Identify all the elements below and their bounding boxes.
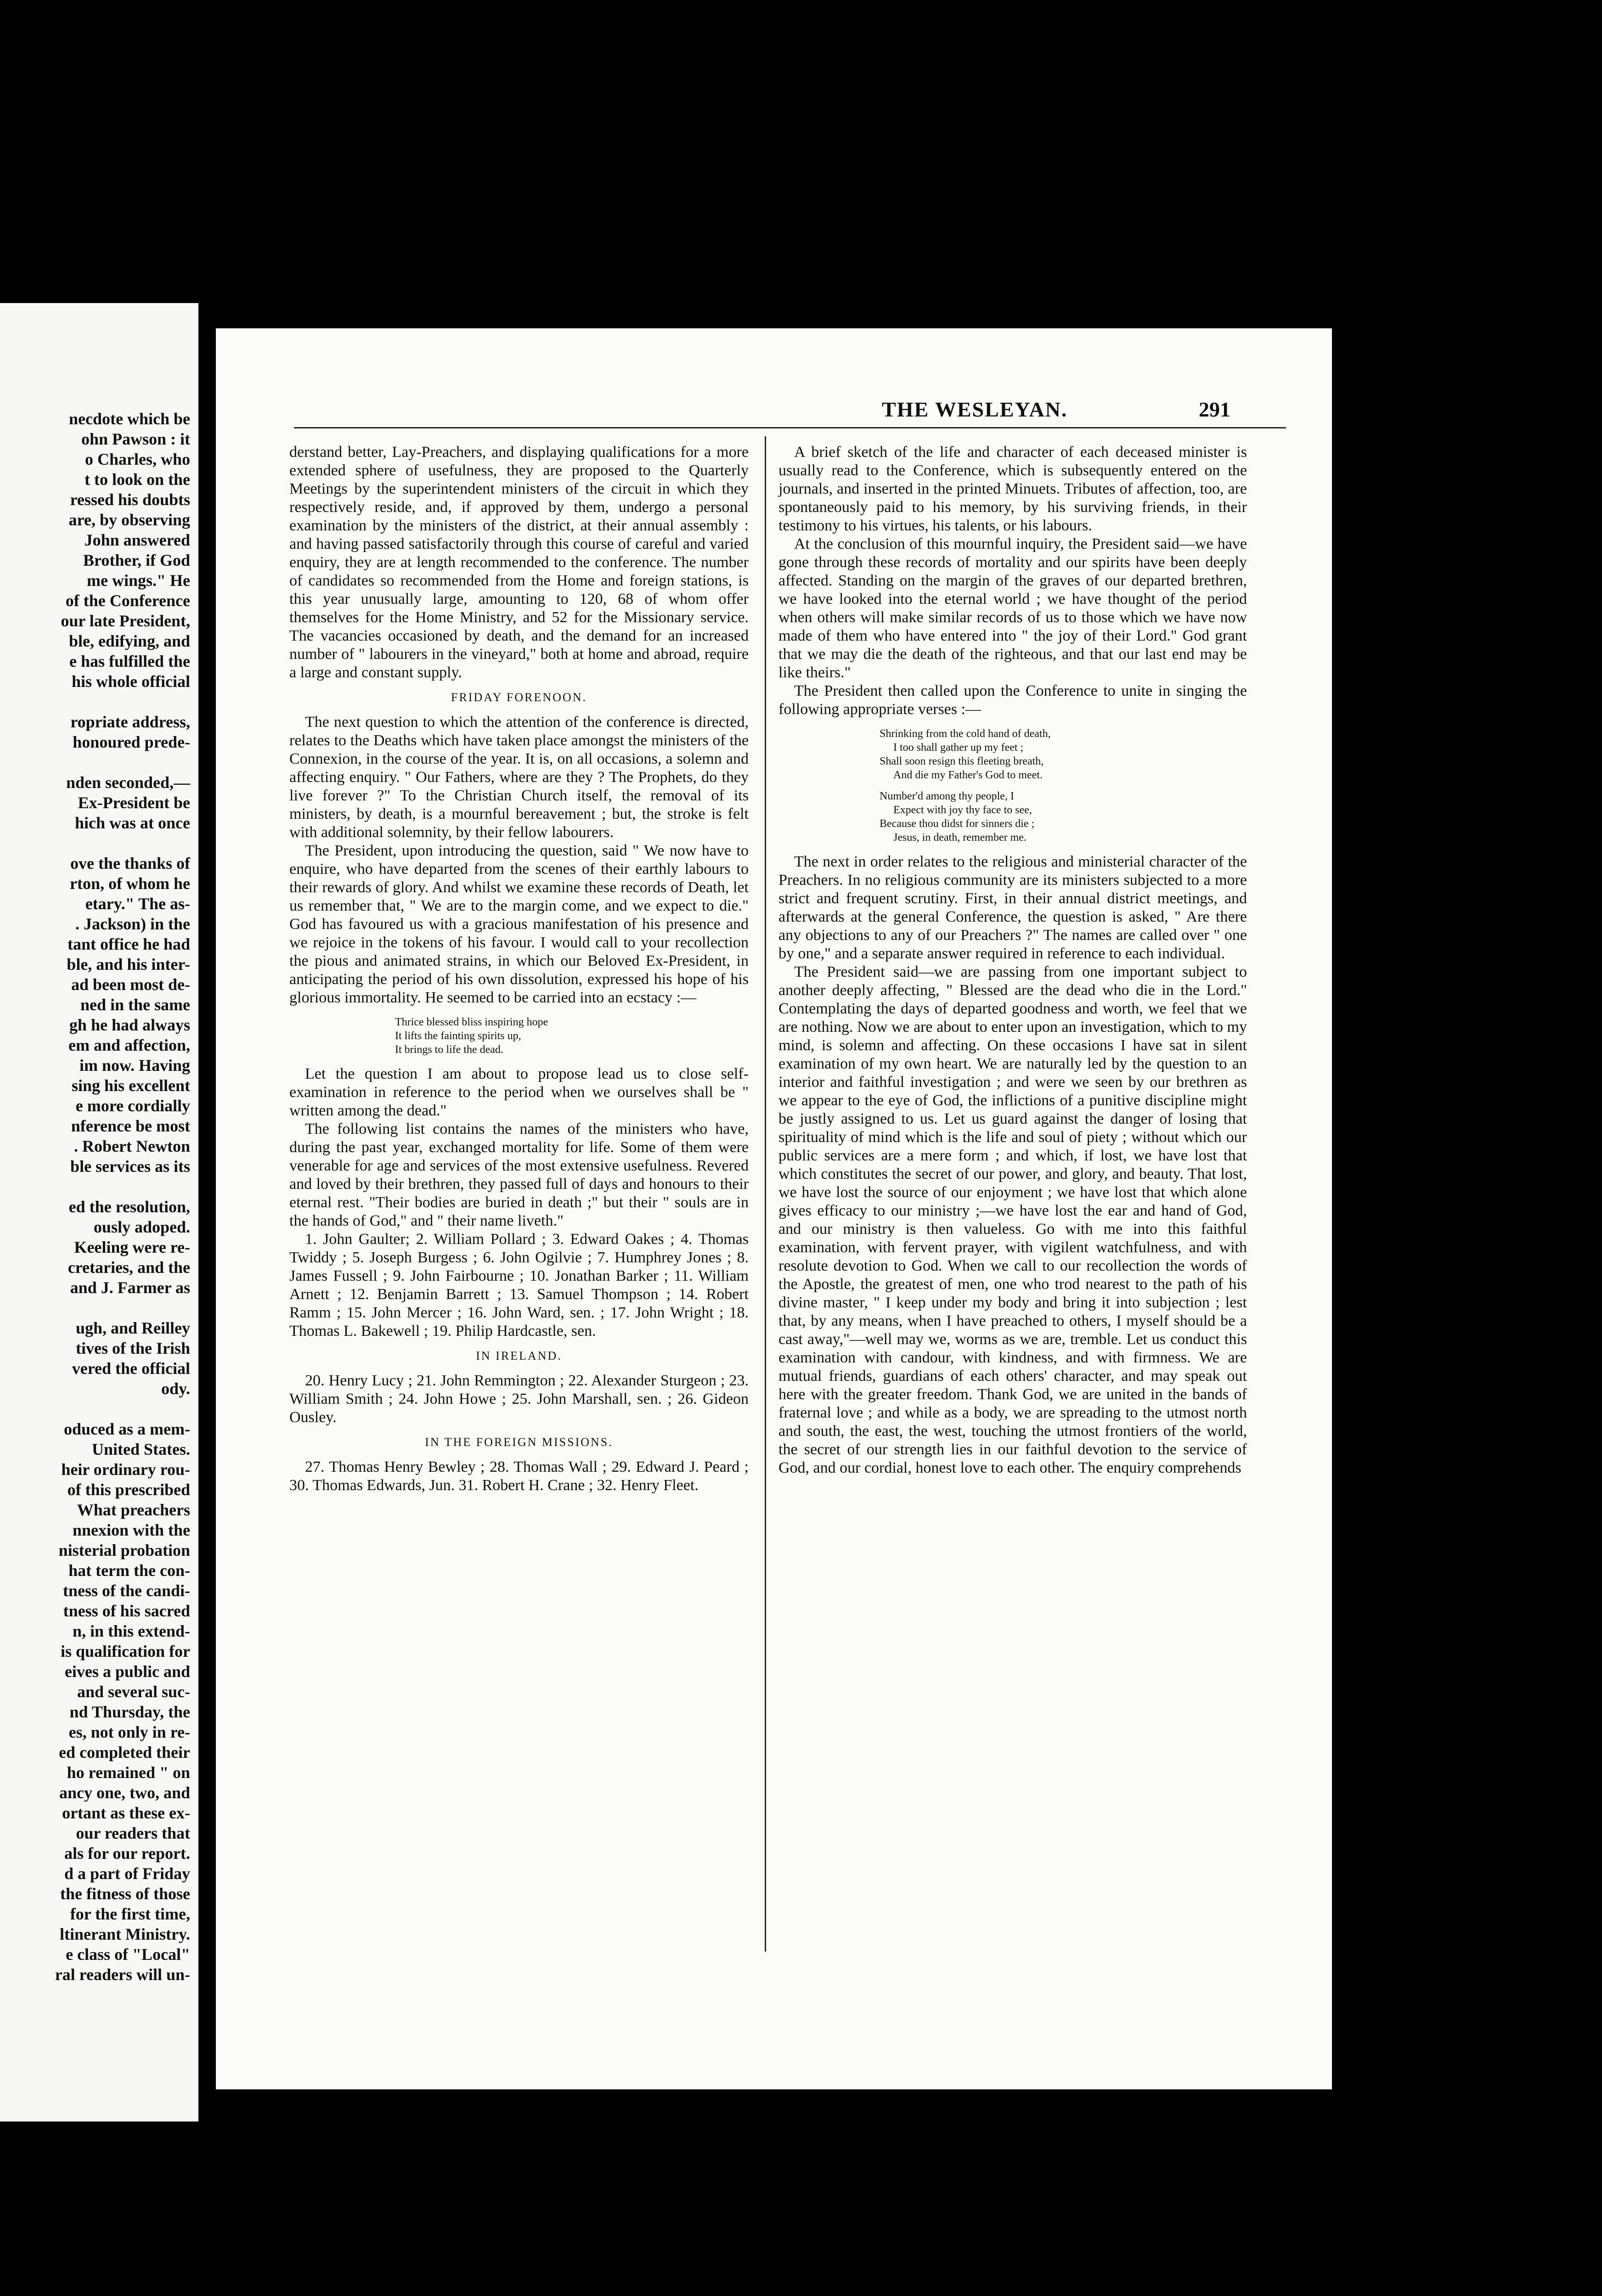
fragment-line: oduced as a mem- <box>64 1420 190 1438</box>
verse-line: I too shall gather up my feet ; <box>893 742 1024 754</box>
column-divider <box>765 436 766 1952</box>
header-rule <box>294 427 1286 428</box>
fragment-line: im now. Having <box>79 1056 190 1075</box>
fragment-line: ed completed their <box>59 1743 190 1761</box>
fragment-line: sing his excellent <box>72 1076 190 1095</box>
fragment-line: hich was at once <box>75 814 190 832</box>
fragment-line: ho remained " on <box>67 1763 190 1782</box>
fragment-line: tives of the Irish <box>76 1339 190 1357</box>
fragment-line: and J. Farmer as <box>70 1278 190 1297</box>
fragment-line: his whole official <box>72 672 190 691</box>
fragment-line: cretaries, and the <box>68 1258 190 1277</box>
fragment-line: is qualification for <box>60 1642 190 1660</box>
fragment-line: honoured prede- <box>73 733 190 751</box>
fragment-line: nference be most <box>71 1117 190 1135</box>
paragraph: The next question to which the attention of the conference is directed, relates to the Deaths which have taken place amongst the ministers of the Connexion, in the course of the year. It is, on all occasions, a solemn and affecting enquiry. " Our Fathers, where are they ? The Prophets, do they live forever ?" To the Christian Church itself, the removal of its ministers, by death, is a mournful bereavement ; but, the stroke is felt with additional solemnity, by their fellow labourers. <box>289 714 749 841</box>
fragment-line: ed the resolution, <box>68 1198 190 1216</box>
fragment-line: . Robert Newton <box>74 1137 190 1155</box>
fragment-line: ltinerant Ministry. <box>60 1925 190 1943</box>
fragment-line: What preachers <box>77 1501 190 1519</box>
fragment-line: our readers that <box>76 1824 190 1842</box>
fragment-line: ropriate address, <box>70 713 190 731</box>
fragment-line: ressed his doubts <box>70 490 190 509</box>
fragment-line: d a part of Friday <box>64 1864 190 1883</box>
deceased-list: 1. John Gaulter; 2. William Pollard ; 3. Edward Oakes ; 4. Thomas Twiddy ; 5. Joseph Burgess ; 6. John Ogilvie ; 7. Humphrey Jones ; 8. James Fussell ; 9. John Fairbourne ; 10. Jonathan Barker ; 11. William Arnett ; 12. Benjamin Barrett ; 13. Samuel Thompson ; 14. Robert Ramm ; 15. John Mercer ; 16. John Ward, sen. ; 17. John Wright ; 18. Thomas L. Bakewell ; 19. Philip Hardcastle, sen. <box>289 1231 749 1339</box>
verse-line: Number'd among thy people, I <box>880 790 1014 802</box>
fragment-line: Brother, if God <box>83 551 190 569</box>
section-heading: IN IRELAND. <box>476 1349 562 1362</box>
fragment-line: ove the thanks of <box>70 854 190 872</box>
fragment-line: United States. <box>92 1440 190 1458</box>
fragment-line: ral readers will un- <box>55 1965 190 1984</box>
deceased-list: 27. Thomas Henry Bewley ; 28. Thomas Wall ; 29. Edward J. Peard ; 30. Thomas Edwards, Jun. 31. Robert H. Crane ; 32. Henry Fleet. <box>289 1458 749 1494</box>
fragment-line: tness of his sacred <box>63 1602 190 1620</box>
verse-line: Thrice blessed bliss inspiring hope <box>395 1016 548 1028</box>
fragment-line: the fitness of those <box>60 1885 190 1903</box>
fragment-line: e more cordially <box>75 1097 190 1115</box>
verse-line: It brings to life the dead. <box>395 1044 503 1056</box>
fragment-line: nden seconded,— <box>66 773 190 792</box>
paragraph: The President then called upon the Conference to unite in singing the following appropriate verses :— <box>778 682 1247 718</box>
fragment-line: ohn Pawson : it <box>81 430 190 448</box>
fragment-line: ortant as these ex- <box>62 1804 190 1822</box>
verse-line: And die my Father's God to meet. <box>893 769 1043 781</box>
verse-line: Shall soon resign this fleeting breath, <box>880 755 1044 767</box>
fragment-line: for the first time, <box>70 1905 190 1923</box>
fragment-line: etary." The as- <box>85 895 190 913</box>
fragment-line: ancy one, two, and <box>59 1784 190 1802</box>
fragment-line: tness of the candi- <box>63 1581 190 1600</box>
fragment-line: nd Thursday, the <box>69 1703 190 1721</box>
paragraph: At the conclusion of this mournful inquiry, the President said—we have gone through these records of mortality and our spirits have been deeply affected. Standing on the margin of the graves of our departed brethren, we have looked into the eternal world ; we have thought of the period when others will make similar records of us to those which we have now made of them who have entered into " the joy of their Lord." God grant that we may die the death of the righteous, and that our last end may be like theirs." <box>778 535 1247 681</box>
fragment-line: em and affection, <box>68 1036 190 1054</box>
section-heading: IN THE FOREIGN MISSIONS. <box>425 1435 613 1449</box>
fragment-line: ned in the same <box>80 996 190 1014</box>
paragraph: derstand better, Lay-Preachers, and displaying qualifications for a more extended sphere of usefulness, they are proposed to the Quarterly Meetings by the superintendent ministers of the circuit in which they respectively reside, and, if approved by them, undergo a personal examination by the ministers of the district, at their annual assembly : and having passed satisfactorily through this course of careful and varied enquiry, they are at length recommended to the conference. The number of candidates so recommended from the Home and foreign stations, is this year unusually large, amounting to 120, 68 of whom offer themselves for the Home Ministry, and 52 for the Missionary service. The vacancies occasioned by death, and the demand for an increased number of " labourers in the vineyard," both at home and abroad, require a large and constant supply. <box>289 444 749 681</box>
fragment-line: als for our report. <box>64 1844 190 1863</box>
right-column <box>778 443 1247 1477</box>
fragment-line: n, in this extend- <box>72 1622 190 1640</box>
fragment-line: rton, of whom he <box>70 874 190 893</box>
paragraph: A brief sketch of the life and character of each deceased minister is usually read to the Conference, which is subsequently entered on the journals, and inserted in the printed Minuets. Tributes of affection, too, are spontaneously paid to his memory, by his surviving friends, in their testimony to his virtues, his talents, or his labours. <box>778 444 1247 534</box>
fragment-line: our late President, <box>61 612 190 630</box>
fragment-line: gh he had always <box>69 1016 190 1034</box>
fragment-line: hat term the con- <box>68 1561 190 1580</box>
fragment-line: t to look on the <box>84 470 190 489</box>
fragment-line: are, by observing <box>68 511 190 529</box>
fragment-line: ugh, and Reilley <box>75 1319 190 1337</box>
fragment-line: nisterial probation <box>58 1541 190 1559</box>
fragment-line: of this prescribed <box>67 1480 190 1499</box>
facing-page-fragment <box>0 303 198 2122</box>
fragment-line: and several suc- <box>77 1683 190 1701</box>
fragment-line: necdote which be <box>69 410 190 428</box>
fragment-line: me wings." He <box>87 571 190 590</box>
fragment-line: Keeling were re- <box>74 1238 190 1256</box>
fragment-line: tant office he had <box>68 935 190 953</box>
paragraph: The next in order relates to the religious and ministerial character of the Preachers. In no religious community are its ministers subjected to a more strict and frequent scrutiny. First, in their annual district meetings, and afterwards at the general Conference, the question is asked, " Are there any objections to any of our Preachers ?" The names are called over " one by one," and a separate answer required in reference to each individual. <box>778 853 1247 962</box>
fragment-line: ble, and his inter- <box>67 955 190 974</box>
verse-line: Because thou didst for sinners die ; <box>880 818 1035 830</box>
section-heading: FRIDAY FORENOON. <box>451 691 587 704</box>
verse-line: Shrinking from the cold hand of death, <box>880 728 1051 740</box>
fragment-line: es, not only in re- <box>68 1723 190 1741</box>
fragment-line: ble, edifying, and <box>68 632 190 650</box>
page-number: 291 <box>1199 398 1230 421</box>
newspaper-page <box>216 328 1332 2089</box>
left-column <box>289 443 749 1495</box>
fragment-line: ody. <box>161 1379 190 1398</box>
fragment-line: ad been most de- <box>71 975 190 994</box>
fragment-line: e has fulfilled the <box>69 652 190 670</box>
fragment-line: heir ordinary rou- <box>61 1460 190 1479</box>
hymn-verse <box>880 727 1247 844</box>
fragment-line: ble services as its <box>70 1157 190 1176</box>
fragment-line: vered the official <box>72 1359 190 1378</box>
paragraph: The following list contains the names of the ministers who have, during the past year, exchanged mortality for life. Some of them were venerable for age and services of the most extensive usefulness. Revered and loved by their brethren, they passed full of days and honours to their eternal rest. "Their bodies are buried in death ;" but their " souls are in the hands of God," and " their name liveth." <box>289 1120 749 1229</box>
paragraph: The President said—we are passing from one important subject to another deeply affecting, " Blessed are the dead who die in the Lord." Contemplating the days of departed goodness and worth, we feel that we are nothing. Now we are about to enter upon an investigation, which to my mind, is solemn and affecting. On these occasions I have sat in silent examination of my own heart. We are naturally led by the question to an interior and faithful investigation ; and were we seen by our brethren as we appear to the eye of God, the inflictions of a punitive discipline might be justly assigned to us. Let us guard against the danger of losing that spirituality of mind which is the life and soul of piety ; without which our public services are a mere form ; and which, if lost, we have lost that which constitutes the secret of our power, and glory, and beauty. That lost, we have lost the source of our enjoyment ; we have lost that which alone gives efficacy to our ministry ;—we have lost the ear and hand of God, and our ministry is then valueless. Go with me into this faithful examination, with fervent prayer, with vigilent watchfulness, and with resolute devotion to God. When we call to our recollection the words of the Apostle, the greatest of men, one who trod nearest to the path of his divine master, " I keep under my body and bring it into subjection ; lest that, by any means, when I have preached to others, I myself should be a cast away,"—well may we, worms as we are, tremble. Let us conduct this examination with candour, with kindness, and with firmness. We are mutual friends, guardians of each others' character, and may speak out here with the greater freedom. Thank God, we are united in the bands of fraternal love ; and while as a body, we are spreading to the utmost north and south, the east, the west, touching the utmost frontiers of the world, the secret of our strength lies in our faithful devotion to the service of God, and our cordial, honest love to each other. The enquiry comprehends <box>778 963 1247 1476</box>
fragment-line: e class of "Local" <box>66 1945 190 1964</box>
fragment-line: John answered <box>84 531 190 549</box>
verse-line: It lifts the fainting spirits up, <box>395 1030 521 1042</box>
paragraph: Let the question I am about to propose lead us to close self-examination in reference to the period when we ourselves shall be " written among the dead." <box>289 1065 749 1119</box>
fragment-line: eives a public and <box>64 1662 190 1681</box>
verse-line: Jesus, in death, remember me. <box>893 832 1027 844</box>
fragment-line: nnexion with the <box>72 1521 190 1539</box>
verse-quote <box>395 1015 749 1057</box>
paragraph: The President, upon introducing the question, said " We now have to enquire, who have departed from the scenes of their earthly labours to their rewards of glory. And whilst we examine these records of Death, let us remember that, " We are to the margin come, and we expect to die." God has favoured us with a gracious manifestation of his presence and we rejoice in the tokens of his favour. I would call to your recollection the pious and animated strains, in which our Beloved Ex-President, in anticipating the period of his own dissolution, expressed his hope of his glorious immortality. He seemed to be carried into an ecstacy :— <box>289 842 749 1006</box>
verse-line: Expect with joy thy face to see, <box>893 804 1032 816</box>
running-head: THE WESLEYAN. <box>882 398 1068 421</box>
fragment-line: . Jackson) in the <box>75 915 190 933</box>
fragment-line: ously adoped. <box>93 1218 190 1236</box>
fragment-line: Ex-President be <box>78 793 190 812</box>
deceased-list: 20. Henry Lucy ; 21. John Remmington ; 22. Alexander Sturgeon ; 23. William Smith ; 24. John Howe ; 25. John Marshall, sen. ; 26. Gideon Ousley. <box>289 1372 749 1426</box>
fragment-line: of the Conference <box>65 591 190 610</box>
fragment-line: o Charles, who <box>85 450 190 468</box>
